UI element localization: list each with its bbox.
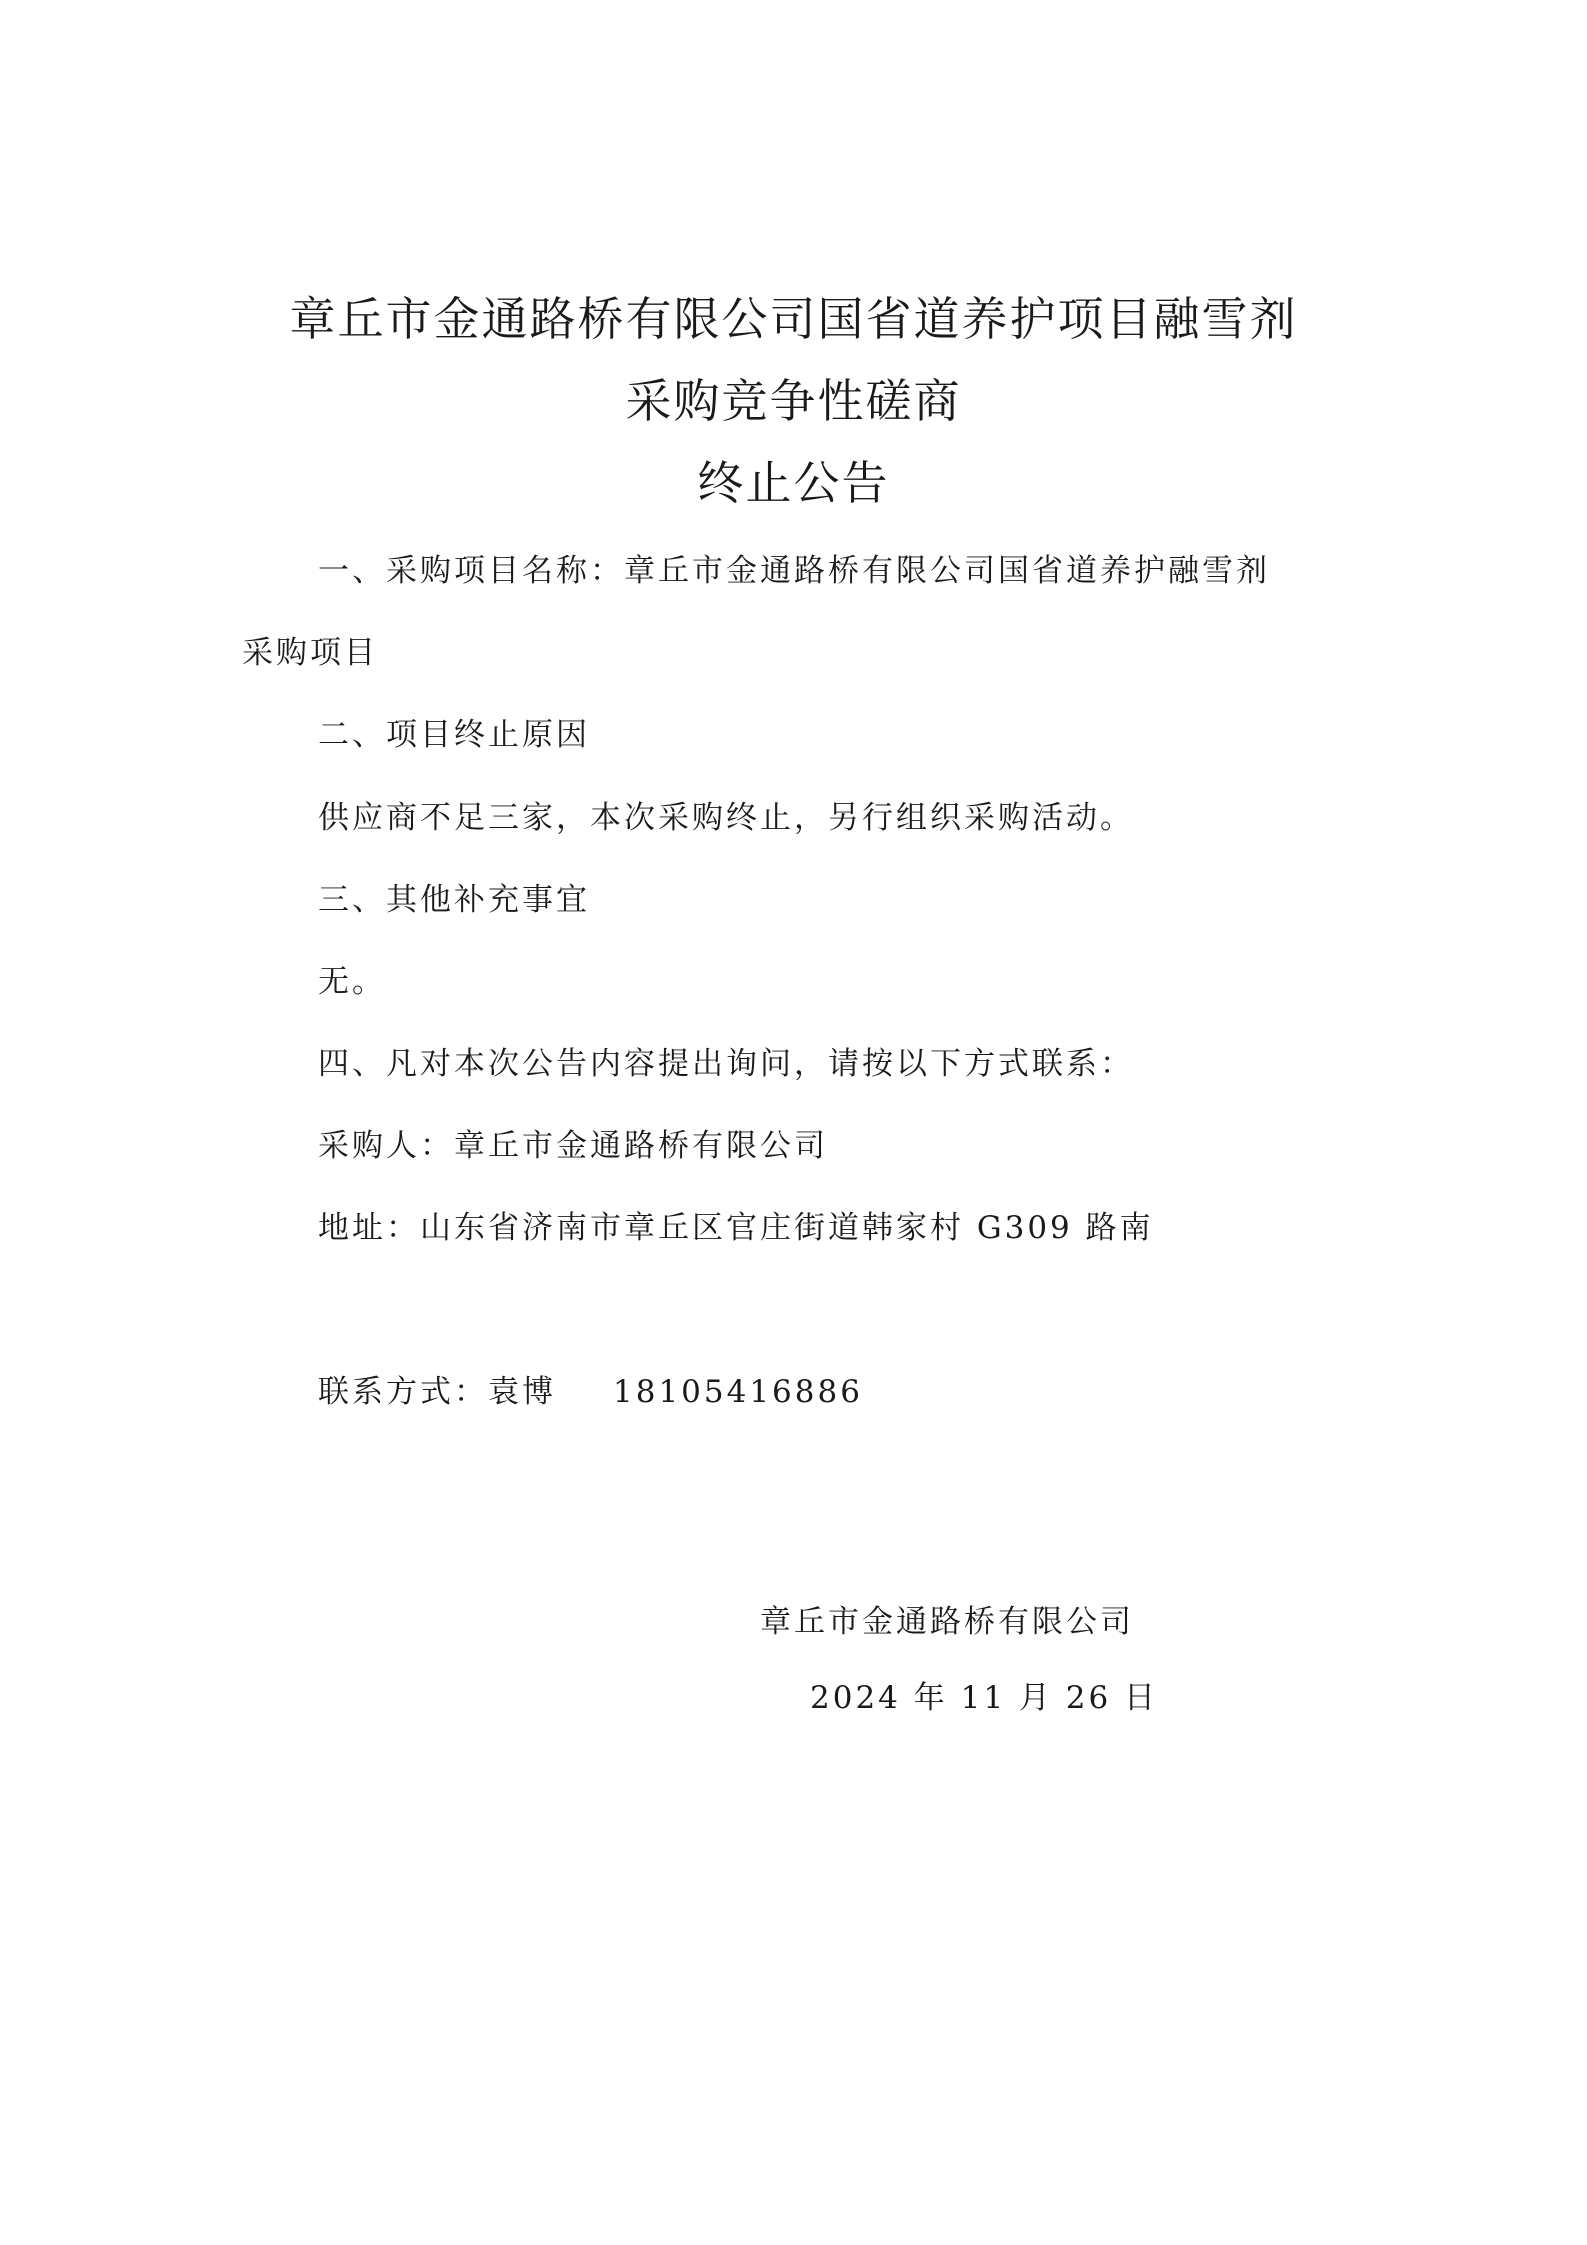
item2-heading: 二、项目终止原因 bbox=[318, 717, 590, 753]
item2-body: 供应商不足三家，本次采购终止，另行组织采购活动。 bbox=[318, 800, 1134, 836]
contact-label: 联系方式：袁博 bbox=[318, 1374, 556, 1410]
item3-heading: 三、其他补充事宜 bbox=[318, 882, 590, 918]
signature-company: 章丘市金通路桥有限公司 bbox=[760, 1604, 1134, 1640]
signature-date: 2024 年 11 月 26 日 bbox=[810, 1680, 1159, 1716]
title-line-3: 终止公告 bbox=[697, 456, 890, 510]
item1-heading: 一、采购项目名称：章丘市金通路桥有限公司国省道养护融雪剂 bbox=[318, 553, 1270, 589]
item1-continuation: 采购项目 bbox=[242, 635, 378, 671]
item3-body: 无。 bbox=[318, 964, 386, 1000]
item4-heading: 四、凡对本次公告内容提出询问，请按以下方式联系： bbox=[318, 1046, 1134, 1082]
contact-phone: 18105416886 bbox=[613, 1374, 863, 1410]
title-line-2: 采购竞争性磋商 bbox=[625, 374, 962, 428]
address-line: 地址：山东省济南市章丘区官庄街道韩家村 G309 路南 bbox=[318, 1210, 1154, 1246]
title-line-1: 章丘市金通路桥有限公司国省道养护项目融雪剂 bbox=[289, 292, 1298, 346]
purchaser-line: 采购人：章丘市金通路桥有限公司 bbox=[318, 1128, 828, 1164]
